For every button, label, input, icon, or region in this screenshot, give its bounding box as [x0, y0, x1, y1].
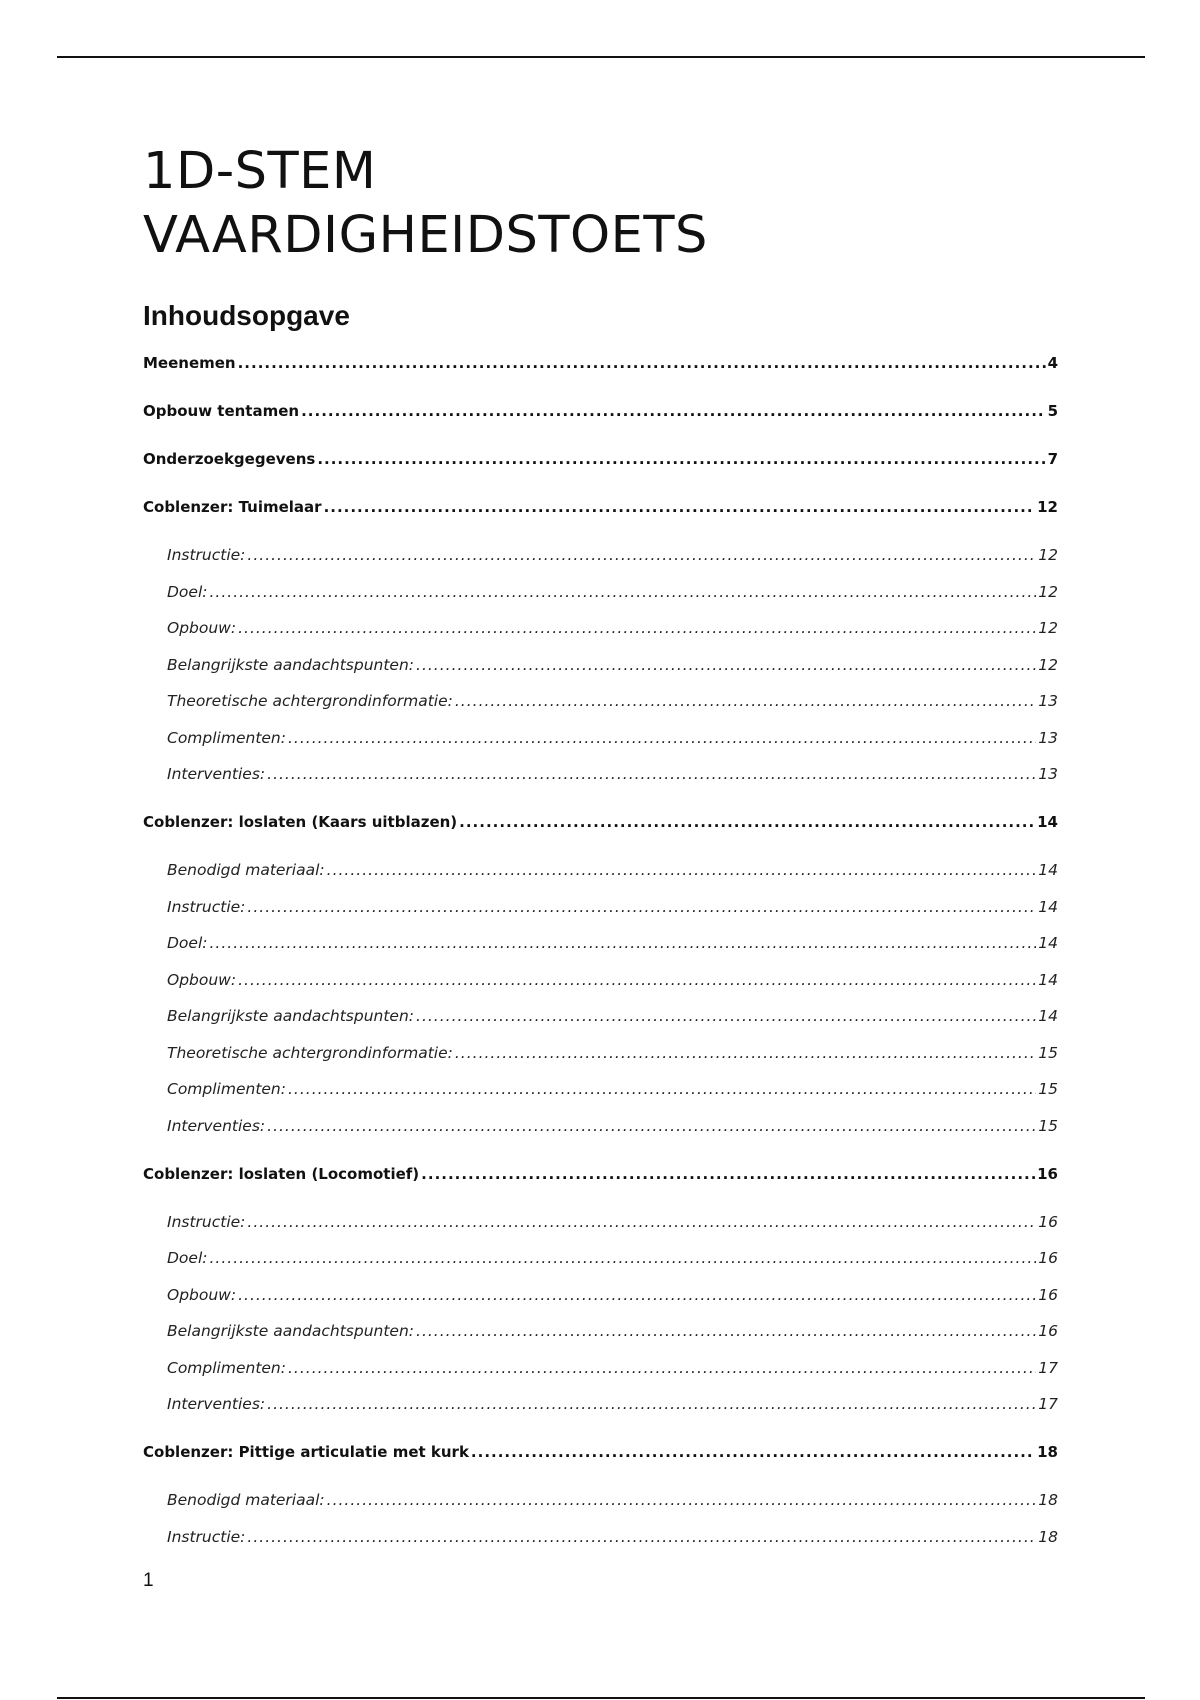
toc-dot-leader: [209, 934, 1036, 952]
toc-dot-leader: [421, 1165, 1035, 1183]
toc-entry-heading[interactable]: [143, 402, 1058, 450]
toc-entry-label: Theoretische achtergrondinformatie:: [167, 1043, 453, 1062]
toc-dot-leader: [247, 546, 1036, 564]
toc-entry-page: 17: [1038, 1395, 1058, 1413]
toc-entry-subheading[interactable]: [143, 861, 1058, 898]
toc-entry-page: 18: [1037, 1443, 1058, 1461]
toc-entry-subheading[interactable]: [143, 1359, 1058, 1396]
toc-entry-page: 14: [1038, 897, 1058, 916]
toc-entry-label: Opbouw tentamen: [143, 402, 300, 420]
header-rule: [57, 56, 1145, 58]
toc-entry-label: Instructie:: [167, 1527, 246, 1546]
toc-entry-label: Opbouw:: [167, 1285, 237, 1304]
toc-dot-leader: [209, 583, 1036, 601]
toc-entry-label: Interventies:: [167, 1116, 266, 1135]
toc-entry-page: 12: [1038, 619, 1058, 637]
toc-entry-subheading[interactable]: [143, 546, 1058, 583]
toc-entry-page: 15: [1038, 1116, 1058, 1135]
toc-entry-subheading[interactable]: [143, 1249, 1058, 1286]
toc-dot-leader: [455, 692, 1036, 710]
toc-entry-page: 15: [1038, 1043, 1058, 1062]
toc-entry-subheading[interactable]: [143, 729, 1058, 766]
toc-entry-page: 12: [1038, 655, 1058, 674]
toc-dot-leader: [324, 498, 1036, 516]
toc-entry-page: 14: [1038, 1007, 1058, 1025]
toc-entry-label: Onderzoekgegevens: [143, 450, 316, 468]
toc-dot-leader: [416, 656, 1036, 674]
table-of-contents: [143, 354, 1058, 1564]
toc-entry-page: 16: [1037, 1164, 1058, 1183]
toc-dot-leader: [238, 1286, 1036, 1304]
toc-entry-heading[interactable]: [143, 1443, 1058, 1491]
toc-entry-page: 16: [1038, 1249, 1058, 1267]
toc-entry-label: Complimenten:: [167, 1358, 286, 1377]
toc-entry-label: Interventies:: [167, 1395, 266, 1413]
toc-entry-subheading[interactable]: [143, 1213, 1058, 1250]
toc-entry-label: Doel:: [167, 1249, 208, 1267]
toc-entry-label: Instructie:: [167, 897, 246, 916]
toc-entry-page: 7: [1047, 450, 1058, 468]
toc-entry-label: Coblenzer: Pittige articulatie met kurk: [143, 1443, 469, 1461]
document-title-line-2: VAARDIGHEIDSTOETS: [143, 206, 708, 265]
toc-dot-leader: [327, 1491, 1037, 1509]
toc-entry-label: Opbouw:: [167, 619, 237, 637]
toc-entry-page: 15: [1038, 1080, 1058, 1098]
toc-entry-page: 13: [1038, 765, 1058, 783]
toc-entry-label: Belangrijkste aandachtspunten:: [167, 1007, 415, 1025]
toc-entry-page: 12: [1038, 546, 1058, 564]
toc-entry-heading[interactable]: [143, 450, 1058, 498]
toc-dot-leader: [416, 1007, 1036, 1025]
toc-entry-label: Complimenten:: [167, 728, 286, 747]
toc-entry-subheading[interactable]: [143, 1044, 1058, 1081]
toc-dot-leader: [238, 354, 1046, 372]
toc-entry-page: 16: [1038, 1285, 1058, 1304]
toc-entry-page: 5: [1047, 402, 1058, 420]
footer-rule: [57, 1697, 1145, 1699]
toc-dot-leader: [267, 765, 1036, 783]
toc-entry-label: Doel:: [167, 582, 208, 601]
toc-entry-subheading[interactable]: [143, 692, 1058, 729]
toc-entry-label: Interventies:: [167, 765, 266, 783]
toc-entry-label: Complimenten:: [167, 1080, 286, 1098]
toc-entry-label: Doel:: [167, 934, 208, 952]
toc-dot-leader: [267, 1117, 1036, 1135]
toc-dot-leader: [327, 861, 1037, 879]
toc-entry-label: Coblenzer: loslaten (Locomotief): [143, 1164, 420, 1183]
toc-dot-leader: [416, 1322, 1036, 1340]
toc-entry-page: 14: [1038, 970, 1058, 989]
toc-entry-page: 18: [1038, 1527, 1058, 1546]
toc-entry-label: Instructie:: [167, 1212, 246, 1231]
toc-entry-page: 16: [1038, 1212, 1058, 1231]
toc-entry-subheading[interactable]: [143, 1395, 1058, 1443]
toc-dot-leader: [238, 971, 1036, 989]
toc-entry-label: Coblenzer: Tuimelaar: [143, 498, 322, 516]
toc-entry-subheading[interactable]: [143, 656, 1058, 693]
toc-entry-subheading[interactable]: [143, 1322, 1058, 1359]
toc-entry-label: Instructie:: [167, 546, 246, 564]
toc-dot-leader: [238, 619, 1036, 637]
toc-entry-subheading[interactable]: [143, 1491, 1058, 1528]
toc-entry-subheading[interactable]: [143, 583, 1058, 620]
toc-dot-leader: [288, 1080, 1036, 1098]
toc-dot-leader: [455, 1044, 1036, 1062]
toc-dot-leader: [209, 1249, 1036, 1267]
toc-entry-subheading[interactable]: [143, 1007, 1058, 1044]
toc-entry-page: 13: [1038, 692, 1058, 710]
toc-dot-leader: [247, 1528, 1036, 1546]
toc-dot-leader: [267, 1395, 1036, 1413]
toc-entry-label: Opbouw:: [167, 970, 237, 989]
document-page: [143, 140, 1058, 1564]
toc-entry-page: 17: [1038, 1358, 1058, 1377]
toc-entry-subheading[interactable]: [143, 971, 1058, 1008]
toc-dot-leader: [288, 729, 1036, 747]
toc-dot-leader: [288, 1359, 1036, 1377]
toc-entry-page: 14: [1037, 813, 1058, 831]
toc-entry-page: 4: [1047, 354, 1058, 372]
toc-entry-label: Belangrijkste aandachtspunten:: [167, 655, 415, 674]
toc-entry-subheading[interactable]: [143, 1286, 1058, 1323]
toc-entry-page: 18: [1038, 1491, 1058, 1509]
toc-entry-subheading[interactable]: [143, 934, 1058, 971]
toc-dot-leader: [459, 813, 1035, 831]
page-number: 1: [143, 1570, 154, 1591]
toc-entry-subheading[interactable]: [143, 765, 1058, 813]
toc-entry-page: 14: [1038, 861, 1058, 879]
document-title: [143, 140, 1058, 268]
toc-entry-subheading[interactable]: [143, 1528, 1058, 1565]
toc-heading: Inhoudsopgave: [143, 300, 350, 331]
toc-entry-page: 14: [1038, 934, 1058, 952]
toc-entry-label: Meenemen: [143, 354, 236, 372]
toc-dot-leader: [317, 450, 1045, 468]
toc-dot-leader: [247, 898, 1036, 916]
toc-entry-heading[interactable]: [143, 354, 1058, 402]
toc-entry-label: Benodigd materiaal:: [167, 1491, 325, 1509]
toc-entry-subheading[interactable]: [143, 1080, 1058, 1117]
toc-entry-heading[interactable]: [143, 813, 1058, 861]
toc-entry-label: Coblenzer: loslaten (Kaars uitblazen): [143, 813, 458, 831]
toc-entry-subheading[interactable]: [143, 898, 1058, 935]
toc-dot-leader: [471, 1443, 1035, 1461]
toc-entry-page: 12: [1038, 582, 1058, 601]
toc-entry-label: Theoretische achtergrondinformatie:: [167, 692, 453, 710]
toc-entry-label: Benodigd materiaal:: [167, 861, 325, 879]
document-title-line-1: 1D-STEM: [143, 142, 377, 201]
toc-entry-subheading[interactable]: [143, 1117, 1058, 1165]
toc-entry-heading[interactable]: [143, 1165, 1058, 1213]
toc-entry-label: Belangrijkste aandachtspunten:: [167, 1322, 415, 1340]
toc-entry-page: 13: [1038, 728, 1058, 747]
toc-dot-leader: [247, 1213, 1036, 1231]
toc-entry-page: 12: [1037, 498, 1058, 516]
toc-entry-heading[interactable]: [143, 498, 1058, 546]
toc-dot-leader: [301, 402, 1045, 420]
toc-entry-subheading[interactable]: [143, 619, 1058, 656]
toc-entry-page: 16: [1038, 1322, 1058, 1340]
